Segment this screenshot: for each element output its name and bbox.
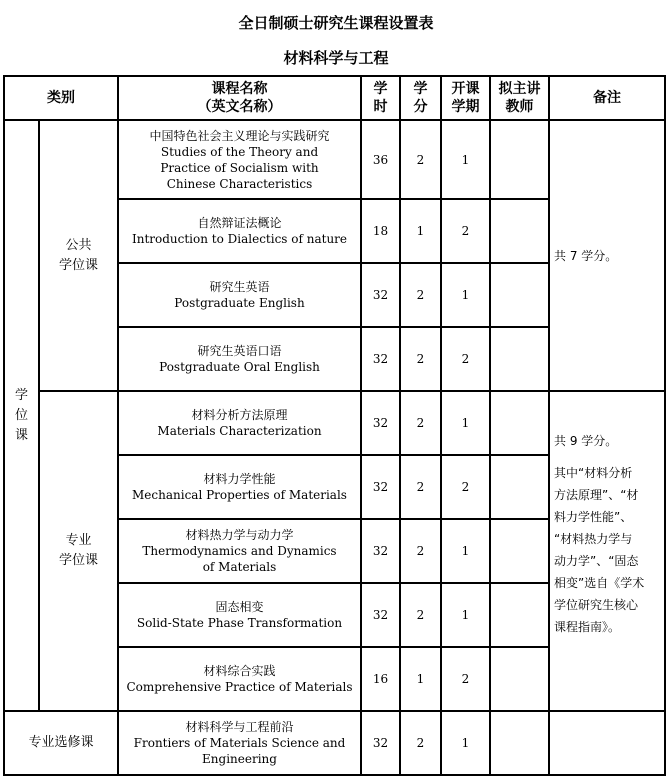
course-hours: 36 bbox=[361, 120, 400, 199]
course-teacher bbox=[490, 711, 549, 775]
header-hours-line1: 学 bbox=[373, 81, 388, 97]
course-credits: 2 bbox=[400, 711, 441, 775]
course-name-en: Comprehensive Practice of Materials bbox=[126, 680, 353, 694]
header-semester-line1: 开课 bbox=[451, 81, 480, 97]
course-credits: 2 bbox=[400, 327, 441, 391]
remarks-public: 共 7 学分。 bbox=[549, 120, 665, 391]
course-semester: 2 bbox=[441, 455, 490, 519]
remarks-major-total: 共 9 学分。 bbox=[554, 434, 618, 448]
course-name-cell bbox=[118, 391, 361, 455]
course-hours: 32 bbox=[361, 711, 400, 775]
course-teacher bbox=[490, 391, 549, 455]
course-name-en: Postgraduate Oral English bbox=[159, 360, 320, 374]
course-name-cell bbox=[118, 199, 361, 263]
course-name-en: of Materials bbox=[202, 560, 277, 574]
course-teacher bbox=[490, 519, 549, 583]
header-teacher-line1: 拟主讲 bbox=[498, 81, 541, 97]
course-name-cell bbox=[118, 583, 361, 647]
course-name-en: Studies of the Theory and bbox=[160, 144, 319, 159]
course-name-en: Mechanical Properties of Materials bbox=[132, 488, 347, 502]
remarks-major-detail-line: 动力学”、“固态 bbox=[554, 554, 639, 568]
course-name-en: Chinese Characteristics bbox=[166, 176, 313, 191]
header-semester bbox=[441, 76, 490, 120]
course-credits: 1 bbox=[400, 647, 441, 711]
table-row bbox=[4, 120, 665, 199]
course-hours: 32 bbox=[361, 327, 400, 391]
course-teacher bbox=[490, 263, 549, 327]
header-remarks: 备注 bbox=[549, 76, 665, 120]
header-hours-line2: 时 bbox=[373, 99, 388, 115]
page-title: 全日制硕士研究生课程设置表 bbox=[238, 14, 434, 32]
course-hours: 16 bbox=[361, 647, 400, 711]
header-course-name-en: （英文名称） bbox=[197, 99, 282, 115]
header-row bbox=[4, 76, 665, 120]
course-name-zh: 固态相变 bbox=[215, 600, 264, 614]
remarks-elective bbox=[549, 711, 665, 775]
header-credits-line2: 分 bbox=[413, 99, 428, 115]
course-semester: 1 bbox=[441, 583, 490, 647]
category-char: 位 bbox=[14, 407, 28, 423]
header-semester-line2: 学期 bbox=[451, 99, 480, 115]
course-semester: 1 bbox=[441, 519, 490, 583]
remarks-major-detail-line: 课程指南》。 bbox=[554, 620, 621, 634]
page-subtitle: 材料科学与工程 bbox=[283, 49, 389, 67]
course-name-cell bbox=[118, 263, 361, 327]
category-char: 课 bbox=[14, 427, 28, 443]
header-course-name bbox=[118, 76, 361, 120]
category-char: 学 bbox=[14, 387, 28, 403]
course-name-zh: 中国特色社会主义理论与实践研究 bbox=[149, 128, 330, 143]
course-teacher bbox=[490, 647, 549, 711]
course-semester: 1 bbox=[441, 263, 490, 327]
header-category: 类别 bbox=[4, 76, 118, 120]
course-name-zh: 材料力学性能 bbox=[203, 472, 276, 486]
course-name-zh: 材料综合实践 bbox=[203, 664, 276, 678]
course-credits: 2 bbox=[400, 519, 441, 583]
remarks-major-detail-line: “材料热力学与 bbox=[554, 532, 633, 546]
course-table bbox=[3, 75, 666, 776]
course-name-cell bbox=[118, 455, 361, 519]
header-credits-line1: 学 bbox=[413, 81, 428, 97]
course-hours: 32 bbox=[361, 263, 400, 327]
course-teacher bbox=[490, 455, 549, 519]
course-name-cell bbox=[118, 519, 361, 583]
course-name-cell bbox=[118, 120, 361, 199]
course-name-cell bbox=[118, 711, 361, 775]
course-name-cell bbox=[118, 327, 361, 391]
course-credits: 1 bbox=[400, 199, 441, 263]
header-teacher bbox=[490, 76, 549, 120]
category-line: 专业 bbox=[65, 533, 92, 548]
category-degree-course bbox=[4, 120, 39, 711]
course-hours: 18 bbox=[361, 199, 400, 263]
category-major-degree bbox=[39, 391, 118, 711]
course-name-zh: 材料科学与工程前沿 bbox=[185, 720, 294, 734]
course-semester: 2 bbox=[441, 647, 490, 711]
course-credits: 2 bbox=[400, 455, 441, 519]
header-credits bbox=[400, 76, 441, 120]
table-row bbox=[4, 391, 665, 455]
course-name-zh: 材料热力学与动力学 bbox=[185, 528, 294, 542]
course-name-en: Frontiers of Materials Science and bbox=[133, 736, 346, 750]
course-credits: 2 bbox=[400, 391, 441, 455]
course-name-en: Thermodynamics and Dynamics bbox=[142, 544, 337, 558]
course-name-cell bbox=[118, 647, 361, 711]
course-teacher bbox=[490, 583, 549, 647]
category-line: 学位课 bbox=[58, 257, 98, 273]
remarks-major-detail-line: 方法原理”、“材 bbox=[554, 488, 639, 502]
table-row bbox=[4, 711, 665, 775]
remarks-major-detail-line: 料力学性能”、 bbox=[554, 510, 633, 524]
course-semester: 1 bbox=[441, 711, 490, 775]
header-hours bbox=[361, 76, 400, 120]
course-hours: 32 bbox=[361, 391, 400, 455]
course-teacher bbox=[490, 199, 549, 263]
course-hours: 32 bbox=[361, 519, 400, 583]
course-name-en: Postgraduate English bbox=[174, 296, 305, 310]
course-credits: 2 bbox=[400, 583, 441, 647]
remarks-major-detail-line: 相变”选自《学术 bbox=[554, 576, 645, 590]
course-name-en: Practice of Socialism with bbox=[160, 160, 319, 175]
course-name-en: Engineering bbox=[202, 752, 277, 766]
course-name-zh: 研究生英语 bbox=[209, 280, 270, 294]
course-name-zh: 材料分析方法原理 bbox=[191, 408, 288, 422]
course-hours: 32 bbox=[361, 455, 400, 519]
remarks-major-detail-line: 学位研究生核心 bbox=[554, 598, 639, 612]
course-hours: 32 bbox=[361, 583, 400, 647]
course-name-zh: 研究生英语口语 bbox=[197, 344, 282, 358]
category-line: 学位课 bbox=[58, 553, 98, 568]
course-semester: 1 bbox=[441, 391, 490, 455]
header-teacher-line2: 教师 bbox=[505, 99, 534, 115]
header-course-name-zh: 课程名称 bbox=[211, 81, 268, 97]
category-public-degree bbox=[39, 120, 118, 391]
course-name-en: Materials Characterization bbox=[157, 424, 322, 438]
course-semester: 1 bbox=[441, 120, 490, 199]
course-credits: 2 bbox=[400, 263, 441, 327]
course-teacher bbox=[490, 327, 549, 391]
category-line: 公共 bbox=[65, 237, 92, 253]
course-name-en: Introduction to Dialectics of nature bbox=[131, 232, 348, 246]
course-teacher bbox=[490, 120, 549, 199]
remarks-major-detail-line: 其中“材料分析 bbox=[554, 466, 633, 480]
remarks-major bbox=[549, 391, 665, 711]
course-credits: 2 bbox=[400, 120, 441, 199]
course-semester: 2 bbox=[441, 199, 490, 263]
course-semester: 2 bbox=[441, 327, 490, 391]
course-name-en: Solid-State Phase Transformation bbox=[136, 616, 343, 630]
course-name-zh: 自然辩证法概论 bbox=[197, 216, 282, 230]
category-major-elective: 专业选修课 bbox=[4, 711, 118, 775]
